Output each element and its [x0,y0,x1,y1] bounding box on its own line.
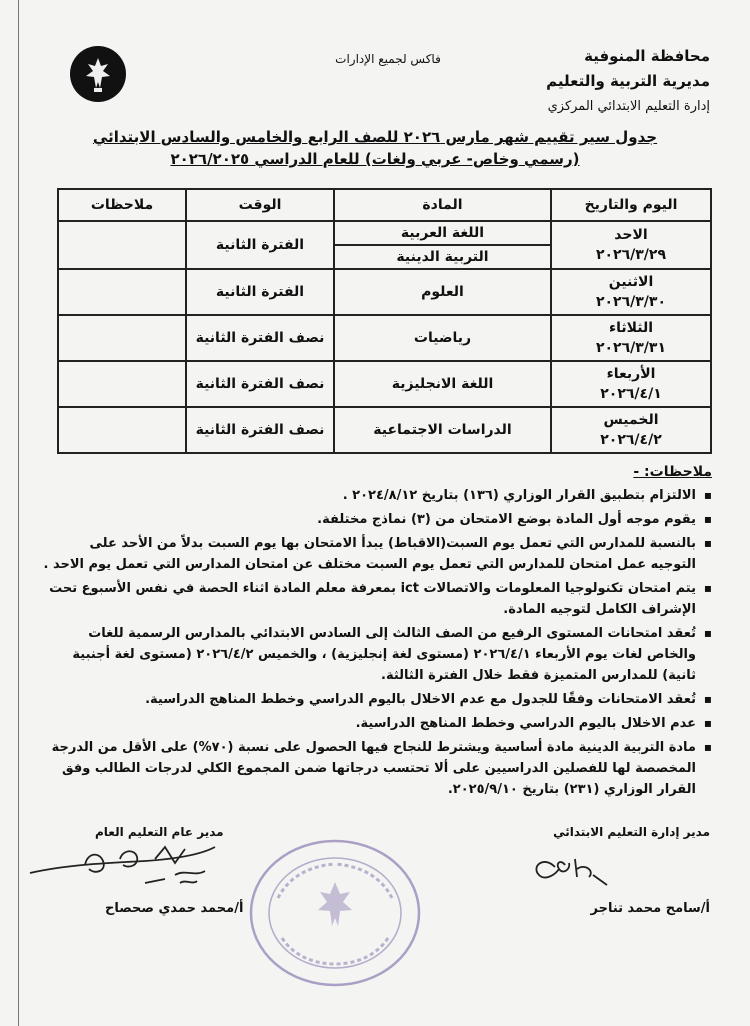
scan-edge-line [18,0,19,1026]
note-item: ▪ الالتزام بتطبيق القرار الوزاري (١٣٦) بتاريخ ٢٠٢٤/٨/١٢ . [40,485,696,506]
subject-cell: اللغة العربية [334,221,551,245]
note-item: ▪ يتم امتحان تكنولوجيا المعلومات والاتصالات ict بمعرفة معلم المادة اثناء الحصة في نفس الأسبوع تحت الإشراف الكامل لتوجيه المادة. [40,578,696,620]
day-date-cell [551,269,711,315]
exam-date: ٢٠٢٦/٤/٢ [600,432,662,448]
table-row [58,315,711,361]
egypt-eagle-emblem-icon [70,46,126,102]
header-day-date: اليوم والتاريخ [551,189,711,221]
left-signatory-name: أ/محمد حمدي صحصاح [105,901,244,916]
notes-cell [58,361,186,407]
note-item: ▪ تُعقد امتحانات المستوى الرفيع من الصف الثالث إلى السادس الابتدائي بالمدارس الرسمية للغات والخاص لغات يوم الأربعاء ٢٠٢٦/٤/١ (مستوى لغة إنجليزية) ، والخميس ٢٠٢٦/٤/٢ (مستوى لغة أجنبية ثانية) للمدارس المتميزة فقط خلال الفترة الثالثة. [40,623,696,686]
table-header-row [58,189,711,221]
subject-cell: رياضيات [334,315,551,361]
exam-date: ٢٠٢٦/٤/١ [600,386,662,402]
department-name: إدارة التعليم الابتدائي المركزي [547,99,710,114]
time-cell: الفترة الثانية [186,221,334,269]
note-item: ▪ بالنسبة للمدارس التي تعمل يوم السبت(الاقباط) يبدأ الامتحان بها يوم السبت بدلاً من الأحد على التوجيه عمل امتحان للمدارس التي تعمل يوم السبت مختلف عن امتحان المدارس التي تعمل يوم الاحد . [40,533,696,575]
notes-title: ملاحظات: - [633,464,712,480]
time-cell: الفترة الثانية [186,269,334,315]
notes-list [40,485,712,800]
time-cell: نصف الفترة الثانية [186,315,334,361]
table-row [58,361,711,407]
right-handwritten-signature [525,845,625,895]
table-row [58,221,711,245]
subject-cell: العلوم [334,269,551,315]
exam-date: ٢٠٢٦/٣/٣٠ [595,294,667,310]
notes-cell [58,407,186,453]
governorate-name: محافظة المنوفية [584,47,710,65]
subject-cell: الدراسات الاجتماعية [334,407,551,453]
letterhead [470,44,710,119]
time-cell: نصف الفترة الثانية [186,361,334,407]
subject-cell: اللغة الانجليزية [334,361,551,407]
day-name: الثلاثاء [608,320,654,336]
notes-cell [58,269,186,315]
header-subject: المادة [334,189,551,221]
notes-section [40,462,712,803]
note-item: ▪ تُعقد الامتحانات وفقًا للجدول مع عدم الاخلال باليوم الدراسي وخطط المناهج الدراسية. [40,689,696,710]
note-item: ▪ يقوم موجه أول المادة بوضع الامتحان من (٣) نماذج مختلفة. [40,509,696,530]
note-item: ▪ عدم الاخلال باليوم الدراسي وخطط المناهج الدراسية. [40,713,696,734]
left-handwritten-signature [25,835,235,900]
official-round-stamp [248,838,423,988]
fax-note: فاكس لجميع الإدارات [335,52,441,66]
directorate-name: مديرية التربية والتعليم [546,72,710,90]
left-signatory-title: مدير عام التعليم العام [95,825,224,839]
exam-date: ٢٠٢٦/٣/٢٩ [595,247,667,263]
header-notes: ملاحظات [58,189,186,221]
time-cell: نصف الفترة الثانية [186,407,334,453]
table-row [58,269,711,315]
right-signatory-title: مدير إدارة التعليم الابتدائي [553,825,710,839]
document-subtitle: (رسمي وخاص- عربي ولغات) للعام الدراسي ٢٠٢٦/٢٠٢٥ [170,150,580,168]
table-row [58,407,711,453]
day-date-cell [551,221,711,269]
exam-date: ٢٠٢٦/٣/٣١ [595,340,667,356]
day-date-cell [551,407,711,453]
header-time: الوقت [186,189,334,221]
note-item: ▪ مادة التربية الدينية مادة أساسية ويشترط للنجاح فيها الحصول على نسبة (٧٠%) على الأقل من الدرجة المخصصة لها للفصلين الدراسيين على ألا تحتسب درجاتها ضمن المجموع الكلي لدرجات الطالب وفق القرار الوزاري (٢٣١) بتاريخ ٢٠٢٥/٩/١٠. [40,737,696,800]
right-signatory-name: أ/سامح محمد تناجر [590,901,710,916]
document-title: جدول سير تقييم شهر مارس ٢٠٢٦ للصف الرابع والخامس والسادس الابتدائي [92,128,658,146]
day-date-cell [551,315,711,361]
day-name: الاثنين [608,274,654,290]
day-name: الاحد [614,227,648,243]
notes-cell [58,221,186,269]
subject-cell: التربية الدينية [334,245,551,269]
day-name: الأربعاء [606,366,656,382]
exam-schedule-table [57,188,712,454]
day-date-cell [551,361,711,407]
day-name: الخميس [603,412,659,428]
notes-cell [58,315,186,361]
